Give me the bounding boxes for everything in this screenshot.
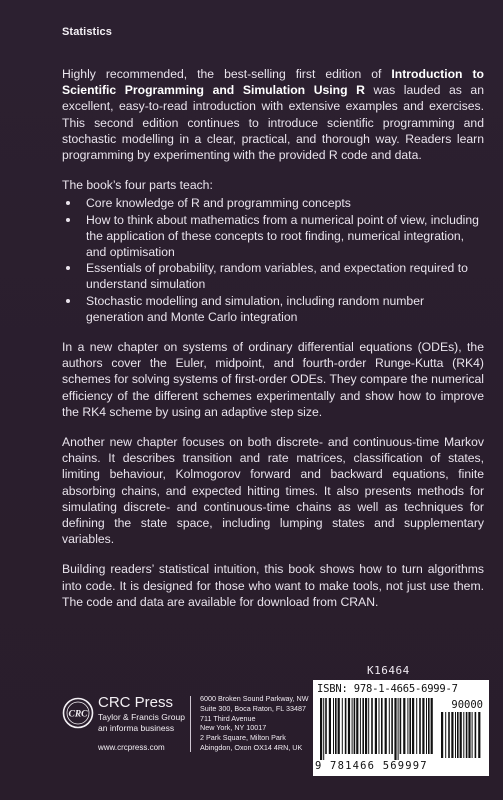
book-title: Introduction to Scientific Programming and Simulation Using R xyxy=(62,67,484,98)
list-item: Stochastic modelling and simulation, including random number generation and Monte Carlo integration xyxy=(82,293,484,325)
barcode-bar xyxy=(394,698,396,760)
addon-bars xyxy=(440,712,482,760)
list-item: Core knowledge of R and programming concepts xyxy=(82,195,484,211)
address-line: 6000 Broken Sound Parkway, NW xyxy=(200,694,309,703)
markov-paragraph: Another new chapter focuses on both discrete- and continuous-time Markov chains. It describes transition and rate matrices, classification of states, limiting behaviour, Kolmogorov forward and backward equations, finite absorbing chains, and expected hitting times. It also presents methods for simulating discrete- and continuous-time chains as well as techniques for defining the state space, including lumping states and supplementary variables. xyxy=(62,435,484,547)
barcode-bar xyxy=(398,698,399,760)
barcode-bar xyxy=(333,698,334,754)
barcode-bar xyxy=(360,698,361,754)
barcode-bar xyxy=(375,698,377,754)
isbn-label: ISBN: 978-1-4665-6999-7 xyxy=(317,683,458,695)
barcode-bar xyxy=(338,698,340,754)
barcode-bar xyxy=(412,698,414,754)
divider xyxy=(190,696,191,752)
barcode-bar xyxy=(478,712,480,758)
barcode-bar xyxy=(441,712,443,758)
intro-text-end: was lauded as an excellent, easy-to-read introduction with extensive examples and exercises. This second edition continues to introduce scientific programming and stochastic modelling in a clear, practical, and thorough way. Readers learn programming by experimenting with the provided R code and data. xyxy=(62,83,484,163)
intro-paragraph xyxy=(62,66,484,163)
category-label: Statistics xyxy=(62,26,112,38)
barcode-bar xyxy=(352,698,353,754)
barcode-bar xyxy=(457,712,459,758)
barcode-bar xyxy=(431,698,433,754)
barcode-bar xyxy=(409,698,411,754)
ean-bars xyxy=(319,698,435,760)
price-code: 90000 xyxy=(451,699,483,711)
crc-logo-icon xyxy=(62,697,94,729)
parts-list xyxy=(62,195,484,325)
barcode-bar xyxy=(403,698,405,754)
barcode-bar xyxy=(368,698,369,754)
ean-digits: 9 781466 569997 xyxy=(315,760,428,772)
barcode-bar xyxy=(445,712,446,758)
barcode-bar xyxy=(329,698,331,754)
address-line: 711 Third Avenue xyxy=(200,713,256,723)
barcode-bar xyxy=(400,698,402,754)
barcode-bar xyxy=(323,698,324,760)
barcode-bar xyxy=(426,698,427,754)
parts-lead: The book’s four parts teach: xyxy=(62,178,213,193)
svg-text:CRC: CRC xyxy=(68,709,88,720)
closing-paragraph: Building readers’ statistical intuition, this book shows how to turn algorithms into code. It is designed for those who want to make tools, not just use them. The code and data are available for download from CRAN. xyxy=(62,562,484,609)
barcode-bar xyxy=(354,698,356,754)
barcode-bar xyxy=(325,698,327,754)
address-line: New York, NY 10017 xyxy=(200,723,267,733)
publisher-tagline: an informa business xyxy=(98,722,175,733)
barcode-bar xyxy=(455,712,456,758)
publisher-url: www.crcpress.com xyxy=(98,743,165,752)
publisher-group: Taylor & Francis Group xyxy=(98,712,185,722)
barcode-bar xyxy=(422,698,424,754)
barcode-bar xyxy=(463,712,464,758)
publisher-addresses xyxy=(200,695,316,754)
barcode-bar xyxy=(335,698,337,754)
barcode-bar xyxy=(379,698,380,754)
blurb xyxy=(62,66,484,624)
barcode-bar xyxy=(371,698,373,754)
barcode-bar xyxy=(466,712,468,758)
barcode-bar xyxy=(356,698,358,754)
publisher-name: CRC Press xyxy=(98,694,174,711)
barcode-bar xyxy=(416,698,417,754)
publisher-block xyxy=(98,694,185,753)
barcode xyxy=(313,680,489,776)
barcode-bar xyxy=(475,712,477,758)
barcode-bar xyxy=(320,698,322,760)
barcode-bar xyxy=(389,698,390,754)
barcode-bar xyxy=(345,698,347,754)
barcode-bar xyxy=(472,712,473,758)
barcode-bar xyxy=(381,698,383,754)
barcode-bar xyxy=(365,698,367,754)
barcode-bar xyxy=(468,712,470,758)
list-item: How to think about mathematics from a numerical point of view, including the application of these concepts to root finding, numerical integration, and optimisation xyxy=(82,212,484,261)
barcode-bar xyxy=(348,698,350,754)
barcode-bar xyxy=(385,698,387,754)
ode-paragraph: In a new chapter on systems of ordinary differential equations (ODEs), the authors cover the Euler, midpoint, and fourth-order Runge-Kutta (RK4) schemes for solving systems of first-order ODEs. They compare the numerical efficiency of the different schemes experimentally and show how to improve the RK4 scheme by using an adaptive step size. xyxy=(62,340,484,419)
barcode-bar xyxy=(460,712,462,758)
address-line: 2 Park Square, Milton Park xyxy=(200,733,286,743)
catalog-number: K16464 xyxy=(367,664,410,677)
list-item: Essentials of probability, random variables, and expectation required to understand simulation xyxy=(82,260,484,292)
barcode-bar xyxy=(342,698,343,754)
barcode-bar xyxy=(451,712,453,758)
barcode-bar xyxy=(448,712,450,758)
barcode-bar xyxy=(362,698,364,754)
barcode-bar xyxy=(407,698,408,754)
barcode-bar xyxy=(428,698,430,754)
barcode-bar xyxy=(419,698,421,754)
barcode-bar xyxy=(391,698,393,754)
intro-text-start: Highly recommended, the best-selling first edition of xyxy=(62,67,392,81)
address-line: Abingdon, Oxon OX14 4RN, UK xyxy=(200,742,303,752)
address-line: Suite 300, Boca Raton, FL 33487 xyxy=(200,703,307,713)
